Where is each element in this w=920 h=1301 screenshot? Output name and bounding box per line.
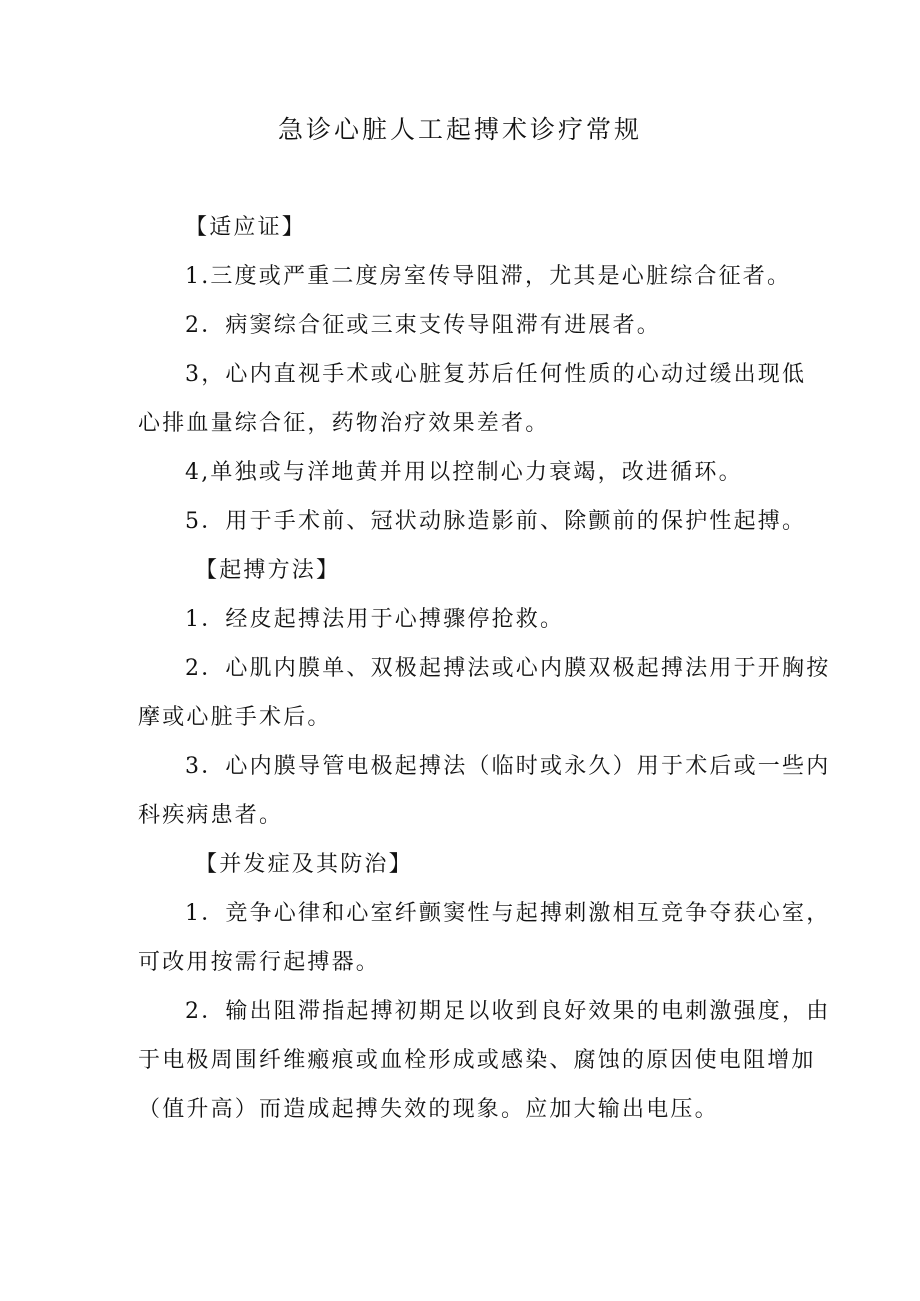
paragraph: 1.三度或严重二度房室传导阻滞，尤其是心脏综合征者。 (185, 264, 792, 289)
paragraph-continuation: （值升高）而造成起搏失效的现象。应加大输出电压。 (138, 1097, 719, 1122)
paragraph: 2．心肌内膜单、双极起搏法或心内膜双极起搏法用于开胸按 (185, 656, 831, 681)
paragraph: 1．竞争心律和心室纤颤窦性与起搏刺激相互竞争夺获心室， (185, 901, 831, 926)
paragraph: 2．病窦综合征或三束支传导阻滞有进展者。 (185, 313, 661, 338)
section-heading-complications: 【并发症及其防治】 (195, 852, 413, 877)
paragraph-continuation: 可改用按需行起搏器。 (138, 950, 381, 975)
paragraph-continuation: 心排血量综合征，药物治疗效果差者。 (138, 411, 550, 436)
paragraph: 2．输出阻滞指起搏初期足以收到良好效果的电刺激强度，由 (185, 999, 831, 1024)
paragraph-continuation: 摩或心脏手术后。 (138, 705, 332, 730)
paragraph: 3．心内膜导管电极起搏法（临时或永久）用于术后或一些内 (185, 754, 831, 779)
document-title: 急诊心脏人工起搏术诊疗常规 (277, 115, 642, 144)
section-heading-indications: 【适应证】 (185, 215, 307, 240)
paragraph: 4,单独或与洋地黄并用以控制心力衰竭，改进循环。 (185, 460, 743, 485)
section-heading-methods: 【起搏方法】 (195, 558, 341, 583)
document-body (138, 203, 831, 1134)
paragraph-continuation: 科疾病患者。 (138, 803, 284, 828)
paragraph: 3，心内直视手术或心脏复苏后任何性质的心动过缓出现低 (185, 362, 807, 387)
paragraph: 1．经皮起搏法用于心搏骤停抢救。 (185, 607, 565, 632)
paragraph-continuation: 于电极周围纤维瘢痕或血栓形成或感染、腐蚀的原因使电阻增加 (138, 1048, 816, 1073)
paragraph: 5．用于手术前、冠状动脉造影前、除颤前的保护性起搏。 (185, 509, 807, 534)
